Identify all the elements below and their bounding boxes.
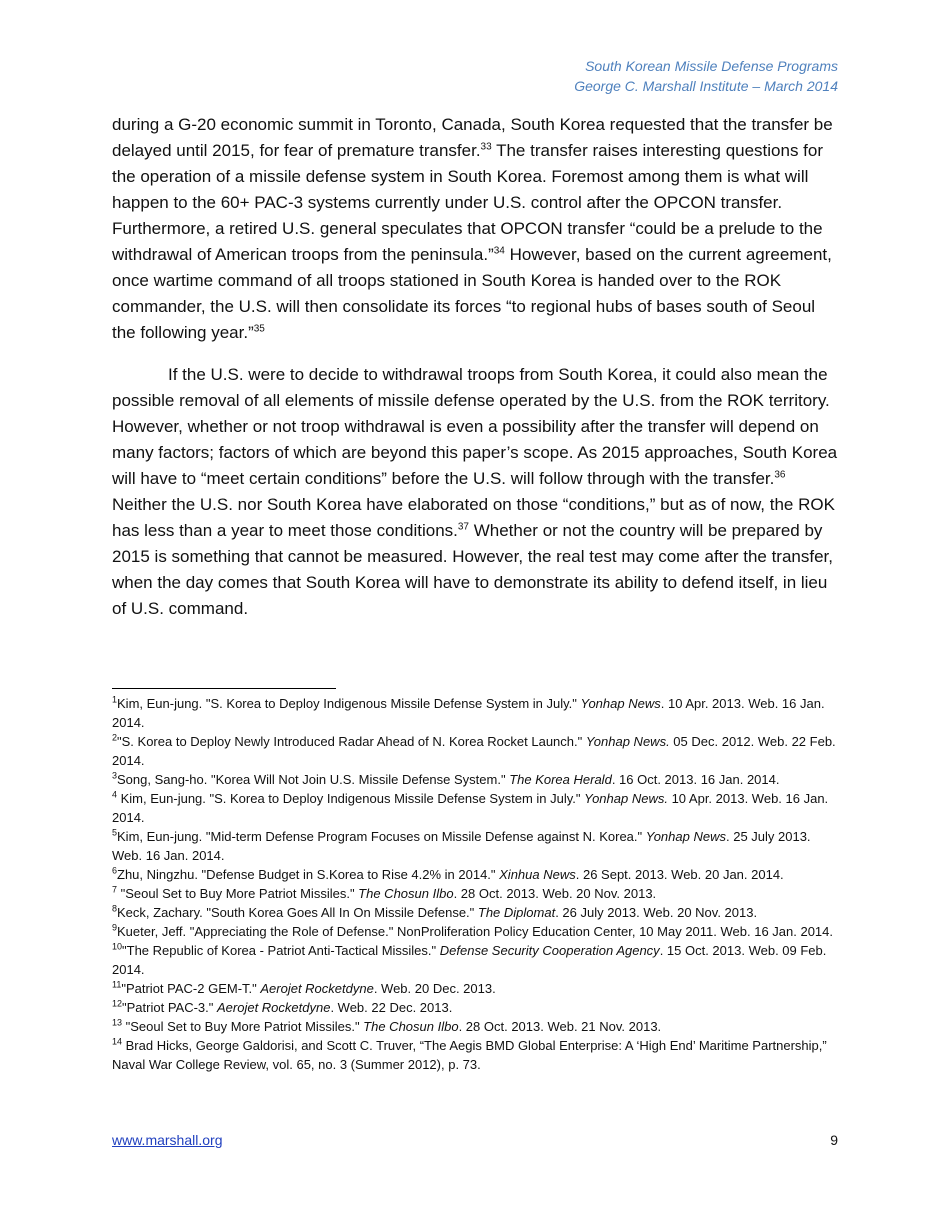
header-subtitle: George C. Marshall Institute – March 2014 xyxy=(574,78,838,94)
footnote-number: 6 xyxy=(112,865,118,876)
footnote-number: 4 xyxy=(112,789,118,800)
footnote-item xyxy=(112,789,840,827)
main-text xyxy=(112,112,842,622)
footnote-text: Song, Sang-ho. "Korea Will Not Join U.S. Missile Defense System." xyxy=(117,772,510,787)
footnote-text: Kueter, Jeff. "Appreciating the Role of Defense." NonProliferation Policy Education Center, 10 May 2011. Web. 16 Jan. 2014. xyxy=(117,924,834,939)
footnote-item xyxy=(112,865,840,884)
footnote-number: 11 xyxy=(112,979,122,990)
footnote-source: Xinhua News xyxy=(499,867,576,882)
footnote-text: . 28 Oct. 2013. Web. 20 Nov. 2013. xyxy=(453,886,657,901)
footnote-text: . 10 Apr. 2013. Web. 16 Jan. 2014. xyxy=(112,696,825,730)
footnote-source: Aerojet Rocketdyne xyxy=(260,981,374,996)
footnote-text: . Web. 22 Dec. 2013. xyxy=(330,1000,453,1015)
footnote-text: Brad Hicks, George Galdorisi, and Scott C. Truver, “The Aegis BMD Global Enterprise: A ‘High End’ Maritime Partnership,” Naval War College Review, vol. 65, no. 3 (Summer 2012), p. 73. xyxy=(112,1038,827,1072)
footnote-item xyxy=(112,922,840,941)
footnote-text: . 25 July 2013. Web. 16 Jan. 2014. xyxy=(112,829,811,863)
footnote-text: . 15 Oct. 2013. Web. 09 Feb. 2014. xyxy=(112,943,827,977)
footnote-item xyxy=(112,827,840,865)
footnote-source: The Korea Herald xyxy=(509,772,612,787)
footnote-number: 12 xyxy=(112,998,123,1009)
footnote-item xyxy=(112,770,840,789)
footnote-text: . 26 July 2013. Web. 20 Nov. 2013. xyxy=(555,905,758,920)
footnote-number: 9 xyxy=(112,922,118,933)
footnote-item xyxy=(112,903,840,922)
paragraph-text: Whether or not the country will be prepared by 2015 is something that cannot be measured. However, the real test may come after the transfer, when the day comes that South Korea will have to demonstrate its ability to defend itself, in lieu of U.S. command. xyxy=(112,521,833,618)
footnote-text: . Web. 20 Dec. 2013. xyxy=(373,981,496,996)
footnote-text: Kim, Eun-jung. "S. Korea to Deploy Indigenous Missile Defense System in July." xyxy=(117,696,581,711)
footnote-item xyxy=(112,941,840,979)
footnote-number: 2 xyxy=(112,732,118,743)
footnote-text: "S. Korea to Deploy Newly Introduced Radar Ahead of N. Korea Rocket Launch." xyxy=(117,734,586,749)
footnote-source: Aerojet Rocketdyne xyxy=(216,1000,331,1015)
footnote-source: Yonhap News xyxy=(645,829,726,844)
header-title: South Korean Missile Defense Programs xyxy=(585,58,838,74)
footnote-number: 10 xyxy=(112,941,123,952)
footnote-ref[interactable]: 35 xyxy=(253,323,265,335)
paragraph-text: Neither the U.S. nor South Korea have elaborated on those “conditions,” but as of now, the ROK has less than a year to meet those conditions. xyxy=(112,495,835,540)
footnote-divider xyxy=(112,688,336,689)
footnote-source: Yonhap News xyxy=(580,696,661,711)
footnote-text: Keck, Zachary. "South Korea Goes All In On Missile Defense." xyxy=(117,905,478,920)
footnote-text: . 28 Oct. 2013. Web. 21 Nov. 2013. xyxy=(458,1019,662,1034)
footnote-source: The Diplomat xyxy=(477,905,556,920)
footnote-text: 10 Apr. 2013. Web. 16 Jan. 2014. xyxy=(112,791,829,825)
paragraph-text: during a G-20 economic summit in Toronto, Canada, South Korea requested that the transfer be delayed until 2015, for fear of premature transfer. xyxy=(112,115,833,160)
paragraph-text: However, based on the current agreement, once wartime command of all troops stationed in South Korea is handed over to the ROK commander, the U.S. will then consolidate its forces “to regional hubs of bases south of Seoul the following year.” xyxy=(112,245,832,342)
footnote-text: "Patriot PAC-3." xyxy=(122,1000,217,1015)
footnote-number: 14 xyxy=(112,1036,123,1047)
footnote-ref[interactable]: 34 xyxy=(493,245,505,257)
footnote-item xyxy=(112,1017,840,1036)
page-number: 9 xyxy=(830,1132,838,1148)
footnote-text: Kim, Eun-jung. "Mid-term Defense Program Focuses on Missile Defense against N. Korea." xyxy=(117,829,646,844)
footnote-source: Defense Security Cooperation Agency xyxy=(439,943,660,958)
footnote-text: "Seoul Set to Buy More Patriot Missiles." xyxy=(117,886,359,901)
footnote-ref[interactable]: 37 xyxy=(457,521,469,533)
footnote-number: 7 xyxy=(112,884,118,895)
body-paragraph xyxy=(112,362,842,622)
footnote-text: 05 Dec. 2012. Web. 22 Feb. 2014. xyxy=(112,734,836,768)
footnote-number: 3 xyxy=(112,770,118,781)
footnote-text: "Patriot PAC-2 GEM-T." xyxy=(121,981,261,996)
footnote-number: 8 xyxy=(112,903,118,914)
footnote-source: Yonhap News. xyxy=(585,734,670,749)
footnote-number: 13 xyxy=(112,1017,123,1028)
footnote-source: The Chosun Ilbo xyxy=(358,886,454,901)
running-header xyxy=(574,56,838,96)
footnote-text: "Seoul Set to Buy More Patriot Missiles." xyxy=(122,1019,364,1034)
paragraph-text: If the U.S. were to decide to withdrawal troops from South Korea, it could also mean the possible removal of all elements of missile defense operated by the U.S. from the ROK territory. However, whether or not troop withdrawal is even a possibility after the transfer will depend on many factors; factors of which are beyond this paper’s scope. As 2015 approaches, South Korea will have to “meet certain conditions” before the U.S. will follow through with the transfer. xyxy=(112,365,838,488)
footnote-item xyxy=(112,732,840,770)
footnote-item xyxy=(112,979,840,998)
footnote-ref[interactable]: 36 xyxy=(774,469,786,481)
footnote-item xyxy=(112,1036,840,1074)
body-paragraph xyxy=(112,112,842,346)
footnote-item xyxy=(112,694,840,732)
footnotes xyxy=(112,694,840,1074)
footnote-text: . 16 Oct. 2013. 16 Jan. 2014. xyxy=(611,772,780,787)
footnote-number: 5 xyxy=(112,827,118,838)
footnote-ref[interactable]: 33 xyxy=(480,141,492,153)
footnote-source: The Chosun Ilbo xyxy=(363,1019,459,1034)
footnote-source: Yonhap News. xyxy=(584,791,668,806)
footnote-text: "The Republic of Korea - Patriot Anti-Tactical Missiles." xyxy=(122,943,440,958)
website-link[interactable]: www.marshall.org xyxy=(112,1132,223,1148)
footnote-item xyxy=(112,998,840,1017)
footnote-text: Kim, Eun-jung. "S. Korea to Deploy Indigenous Missile Defense System in July." xyxy=(117,791,585,806)
footnote-text: . 26 Sept. 2013. Web. 20 Jan. 2014. xyxy=(575,867,784,882)
paragraph-text: The transfer raises interesting questions for the operation of a missile defense system in South Korea. Foremost among them is what will happen to the 60+ PAC-3 systems currently under U.S. control after the OPCON transfer. Furthermore, a retired U.S. general speculates that OPCON transfer “could be a prelude to the withdrawal of American troops from the peninsula.” xyxy=(112,141,824,264)
footnote-item xyxy=(112,884,840,903)
footnote-number: 1 xyxy=(112,694,118,705)
footnote-text: Zhu, Ningzhu. "Defense Budget in S.Korea to Rise 4.2% in 2014." xyxy=(117,867,500,882)
